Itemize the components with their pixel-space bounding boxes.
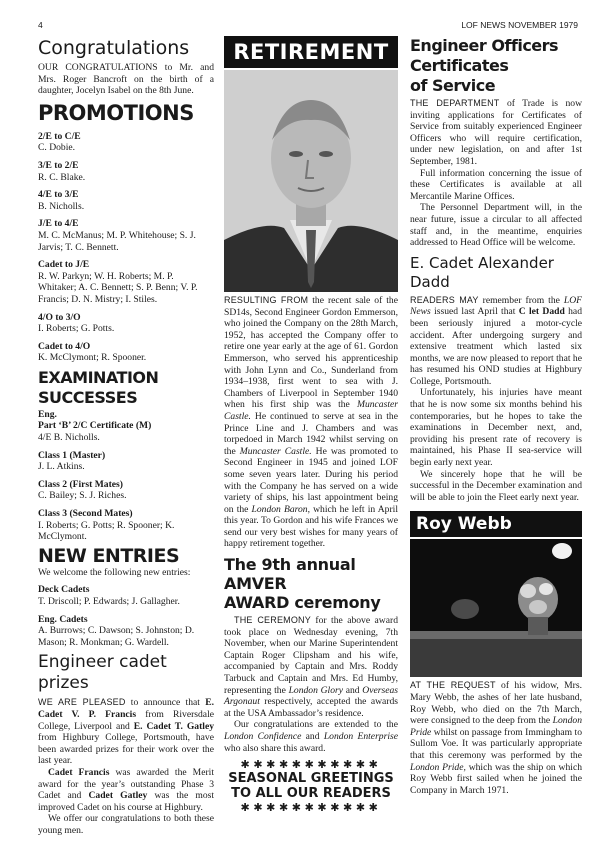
promotion-label: Cadet to 4/O — [38, 340, 91, 352]
promotion-label: J/E to 4/E — [38, 218, 79, 230]
promotion-label: 3/E to 2/E — [38, 159, 79, 171]
ship-name: London Pride — [410, 715, 582, 738]
text-run: remember from the — [478, 294, 564, 306]
page-header — [38, 20, 578, 34]
ship-name: Muncaster Castle. — [239, 445, 312, 457]
promotion-label: 4/O to 3/O — [38, 311, 81, 323]
portrait-photo — [224, 70, 398, 292]
text-run: and — [343, 684, 363, 696]
text-run: whilst on passage from Immingham to Sullom Voe. It was particularly appropriate that this ceremony was performed by the — [410, 726, 582, 761]
exam-names: 4/E B. Nicholls. — [38, 432, 100, 444]
page-number: 4 — [38, 20, 43, 30]
amver-heading-line: AWARD ceremony — [224, 593, 381, 613]
amver-heading-line: The 9th annual AMVER — [224, 555, 356, 594]
entries-names: T. Driscoll; P. Edwards; J. Gallagher. — [38, 596, 180, 607]
text-run: respectively, accepted the awards at the USA Ambassador’s residence. — [224, 696, 398, 719]
prizes-paragraph-3: We offer our congratulations to both these young men. — [38, 813, 214, 836]
publication-name: LOF News — [410, 294, 582, 318]
column-left — [38, 36, 214, 837]
exam-names: J. L. Atkins. — [38, 461, 85, 473]
memorial-photo — [410, 539, 582, 677]
text-run: of Trade is now inviting applications for Certificates of Service from suitably experienced Engineer Officers who will require certification, under new legislation, on and after 1st September, 1981. — [410, 98, 582, 167]
publication-title: LOF NEWS NOVEMBER 1979 — [461, 20, 578, 30]
text-run: and — [301, 731, 324, 742]
retirement-text — [224, 295, 398, 550]
column-middle — [224, 36, 398, 814]
entries-label: Deck Cadets — [38, 584, 90, 596]
prizes-paragraph-1 — [38, 697, 214, 767]
engineer-cadet-prizes-heading: Engineer cadet prizes — [38, 652, 167, 694]
cadet-name: C let Dadd — [518, 306, 565, 318]
text-run: which he left in April this year. To Gordon and his wife Frances we send our very best wishes for many years of happy retirement together. — [224, 503, 398, 550]
new-entries-heading: NEW ENTRIES — [38, 544, 180, 567]
new-entries-intro: We welcome the following new entries: — [38, 566, 191, 578]
dadd-paragraph-2: Unfortunately, his injuries have meant that he is now some six months behind his contemporaries, but he hopes to take the examinations in December next, and, providing his present rate of recovery is maintained, his Phase II sea-service will begin early next year. — [410, 387, 582, 469]
exam-label: Class 3 (Second Mates) — [38, 508, 133, 520]
promotion-names: B. Nicholls. — [38, 200, 85, 212]
text-run: of his widow, Mrs. Mary Webb, the ashes of her late husband, Roy Webb, who died on the 7th March, were consigned to the deep from the — [410, 680, 582, 727]
text-run: issued last April that — [430, 306, 519, 318]
congratulations-text: OUR CONGRATULATIONS to Mr. and Mrs. Roger Bancroft on the birth of a daughter, Jocelyn Isabel on the 8th June. — [38, 62, 214, 97]
heading-line: Certificates — [410, 56, 509, 75]
exam-list — [38, 409, 214, 543]
amver-paragraph-2 — [224, 719, 398, 754]
text-run: had been seriously injured a motor-cycle accident. After undergoing surgery and extensive treatment which lasted six months, we are now pleased to report that he has resumed his OND studies at Highbury College, Portsmouth. — [410, 306, 582, 387]
ship-name: London Enterprise — [323, 731, 398, 742]
promotion-names: R. C. Blake. — [38, 171, 86, 183]
cadet-name: Cadet Gatley — [88, 790, 148, 802]
lead-in: THE DEPARTMENT — [410, 98, 500, 108]
cadet-dadd-heading: E. Cadet Alexander Dadd — [410, 253, 554, 291]
text-run: for the above award took place on Wednesday evening, 7th November, when our Marine Superintendent Captain Roger Clipsham and his wife, accompanied by Captain and Mrs. Roddy Tarbuck and Captain and Mrs. Ed Humby, representing the — [224, 615, 398, 696]
seasonal-greetings-line: TO ALL OUR READERS — [231, 786, 391, 802]
text-run: from Riversdale College, Liverpool and — [38, 708, 214, 732]
exam-eng-sublabel: Part ‘B’ 2/C Certificate (M) — [38, 420, 152, 432]
promotion-label: Cadet to J/E — [38, 259, 90, 271]
prizes-paragraph-2 — [38, 767, 214, 813]
engineer-certificates-heading — [410, 36, 582, 96]
text-run: to announce that — [125, 697, 206, 709]
heading-line: of Service — [410, 76, 496, 95]
text-run: He continued to serve at sea in the Prince Line and J. Chambers and was torpedoed in March 1942 whilst serving on the — [224, 410, 398, 457]
text-run: which was the ship on which Roy Webb first sailed when he joined the Company in March 1971. — [410, 761, 582, 796]
promotion-names: K. McClymont; R. Spooner. — [38, 352, 147, 364]
memorial-illustration — [410, 539, 582, 677]
promotion-label: 2/E to C/E — [38, 130, 81, 142]
entries-label: Eng. Cadets — [38, 613, 88, 625]
text-run: who also share this award. — [224, 742, 326, 754]
cadet-name: E. Cadet V. P. Francis — [38, 697, 214, 720]
text-run: Our congratulations are extended to the — [234, 719, 398, 731]
heading-line: Engineer Officers — [410, 36, 559, 55]
engineer-paragraph-3: The Personnel Department will, in the near future, issue a circular to all affected staff and, in the meantime, enquiries addressed to Head Office will be welcome. — [410, 202, 582, 249]
text-run: He was promoted to Second Engineer in 1945 and joined LOF some seven years later. During his period with the Company he has served on a wide variety of ships, his last appointment being on the — [224, 445, 398, 515]
ship-name: London Glory — [288, 684, 343, 696]
promotions-heading: PROMOTIONS — [38, 100, 194, 125]
exam-names: I. Roberts; G. Potts; R. Spooner; K. McClymont. — [38, 519, 175, 543]
ship-name: Overseas Argonaut — [224, 684, 398, 708]
roy-webb-banner: Roy Webb — [410, 511, 582, 537]
text-run: from Highbury College, Portsmouth, have been awarded prizes for their work over the last year. — [38, 732, 214, 767]
amver-heading — [224, 555, 398, 612]
promotions-list — [38, 131, 214, 364]
dadd-paragraph-3: We sincerely hope that he will be successful in the December examination and will be able to join the Fleet early next year. — [410, 468, 582, 503]
portrait-illustration — [224, 70, 398, 292]
seasonal-greetings-line: SEASONAL GREETINGS — [228, 771, 394, 787]
engineer-paragraph-2: Full information concerning the issue of these Certificates is available at all Mercantile Marine Offices. — [410, 167, 582, 202]
exam-label: Class 2 (First Mates) — [38, 478, 123, 490]
exam-eng-label: Eng. — [38, 408, 57, 420]
column-right — [410, 36, 582, 796]
ship-name: London Baron, — [251, 503, 310, 515]
amver-paragraph-1 — [224, 615, 398, 719]
promotion-label: 4/E to 3/E — [38, 189, 79, 201]
retirement-banner: RETIREMENT — [224, 36, 398, 68]
cadet-name: Cadet Francis — [48, 766, 110, 778]
ship-name: Muncaster Castle. — [224, 399, 398, 422]
webb-text — [410, 680, 582, 796]
promotion-names: C. Dobie. — [38, 142, 76, 154]
ship-name: London Pride, — [410, 761, 466, 773]
entries-names: A. Burrows; C. Dawson; S. Johnston; D. Mason; R. Monkman; G. Wardell. — [38, 625, 195, 648]
dadd-paragraph-1 — [410, 295, 582, 388]
ship-name: London Confidence — [224, 731, 302, 742]
text-run: was the most improved Cadet on his course at Highbury. — [38, 790, 215, 813]
exam-names: C. Bailey; S. J. Riches. — [38, 490, 127, 502]
promotion-names: R. W. Parkyn; W. H. Roberts; M. P. Whitaker; A. C. Bennett; S. P. Benn; V. P. Francis; D. N. Mistry; I. Stiles. — [38, 270, 198, 305]
lead-in: THE CEREMONY — [234, 615, 311, 626]
text-run: the recent sale of the SD14s, Second Engineer Gordon Emmerson, who joined the Company on the 28th March, 1952, has accepted the Company offer to retire one year early at the age of 61. Gordon Emmerson, who served his apprenticeship with John Lynn and Co., Sunderland from 1934–1938, first went to sea with J. Chambers of Liverpool in September 1940 when his first ship was the — [224, 295, 398, 411]
lead-in: AT THE REQUEST — [410, 680, 496, 691]
congratulations-heading: Congratulations — [38, 37, 190, 59]
engineer-paragraph-1 — [410, 98, 582, 168]
promotion-names: I. Roberts; G. Potts. — [38, 323, 115, 335]
exam-successes-heading: EXAMINATION SUCCESSES — [38, 367, 159, 407]
text-run: was awarded the Merit award for the year’s outstanding Phase 3 Cadet and — [38, 766, 214, 802]
exam-label: Class 1 (Master) — [38, 449, 106, 461]
promotion-names: M. C. McManus; M. P. Whitehouse; S. J. Jarvis; T. C. Bennett. — [38, 229, 196, 253]
lead-in: READERS MAY — [410, 294, 479, 305]
seasonal-greetings-box — [224, 758, 398, 814]
lead-in: WE ARE PLEASED — [38, 697, 126, 708]
lead-in: RESULTING FROM — [224, 295, 309, 305]
stars-divider: ✱✱✱✱✱✱✱✱✱✱✱ — [240, 801, 382, 815]
stars-divider: ✱✱✱✱✱✱✱✱✱✱✱ — [240, 758, 382, 772]
cadet-name: E. Cadet T. Gatley — [133, 720, 214, 732]
